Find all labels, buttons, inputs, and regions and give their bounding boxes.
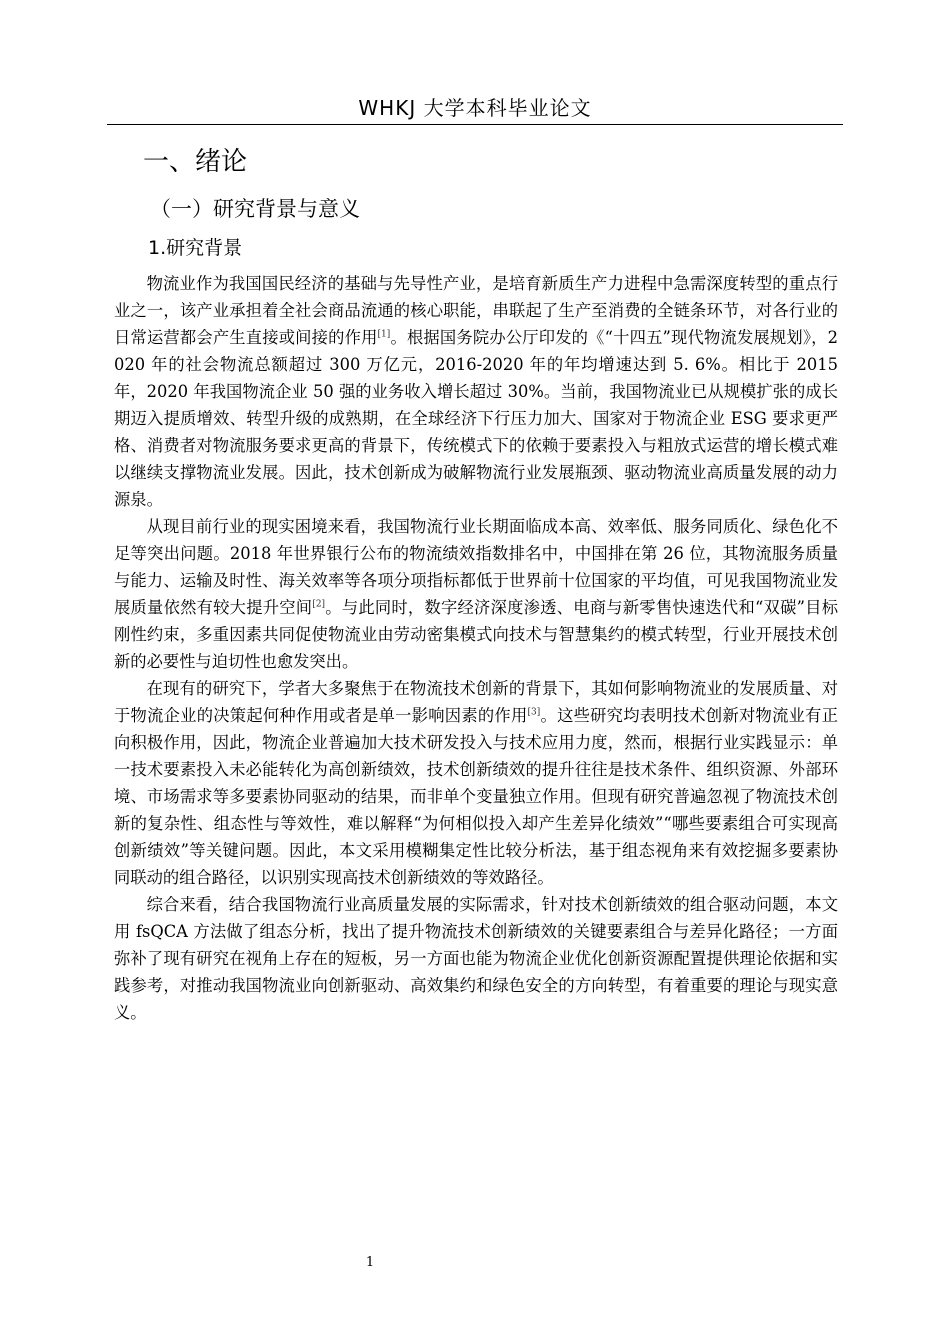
paragraph-3-text-b: 。这些研究均表明技术创新对物流业有正向积极作用，因此，物流企业普遍加大技术研发投入与技术应用力度，然而，根据行业实践显示：单一技术要素投入未必能转化为高创新绩效，技术创新绩效的提升往往是技术条件、组织资源、外部环境、市场需求等多要素协同驱动的结果，而非单个变量独立作用。但现有研究普遍忽视了物流技术创新的复杂性、组态性与等效性，难以解释“为何相似投入却产生差异化绩效”“哪些要素组合可实现高创新绩效”等关键问题。因此，本文采用模糊集定性比较分析法，基于组态视角来有效挖掘多要素协同联动的组合路径，以识别实现高技术创新绩效的等效路径。 (114, 706, 838, 887)
paragraph-2 (114, 513, 838, 675)
chapter-heading: 一、绪论 (143, 147, 248, 177)
subsection-heading: 1.研究背景 (148, 237, 243, 259)
page-number: 1 (365, 1255, 375, 1270)
paragraph-3 (114, 675, 838, 891)
paragraph-1 (114, 270, 838, 513)
paragraph-4 (114, 891, 838, 1026)
page-header-title: WHKJ 大学本科毕业论文 (358, 96, 592, 120)
header-divider (107, 124, 843, 125)
citation-1: [1] (377, 329, 391, 340)
paragraph-1-text-b: 。根据国务院办公厅印发的《“十四五”现代物流发展规划》，2020 年的社会物流总额超过 300 万亿元，2016-2020 年的年均增速达到 5. 6%。相比于 2015 年，2020 年我国物流企业 50 强的业务收入增长超过 30%。当前，我国物流业已从规模扩张的成长期迈入提质增效、转型升级的成熟期，在全球经济下行压力加大、国家对于物流企业 ESG 要求更严格、消费者对物流服务要求更高的背景下，传统模式下的依赖于要素投入与粗放式运营的增长模式难以继续支撑物流业发展。因此，技术创新成为破解物流行业发展瓶颈、驱动物流业高质量发展的动力源泉。 (114, 328, 838, 509)
paragraph-1-text-a: 物流业作为我国国民经济的基础与先导性产业，是培育新质生产力进程中急需深度转型的重点行业之一，该产业承担着全社会商品流通的核心职能，串联起了生产至消费的全链条环节，对各行业的日常运营都会产生直接或间接的作用 (114, 274, 838, 347)
citation-3: [3] (527, 707, 541, 718)
section-heading: （一）研究背景与意义 (150, 197, 360, 221)
citation-2: [2] (312, 599, 326, 610)
body-text (114, 270, 838, 1026)
paragraph-4-text: 综合来看，结合我国物流行业高质量发展的实际需求，针对技术创新绩效的组合驱动问题，本文用 fsQCA 方法做了组态分析，找出了提升物流技术创新绩效的关键要素组合与差异化路径；一方面弥补了现有研究在视角上存在的短板，另一方面也能为物流企业优化创新资源配置提供理论依据和实践参考，对推动我国物流业向创新驱动、高效集约和绿色安全的方向转型，有着重要的理论与现实意义。 (114, 895, 838, 1022)
paragraph-2-text-b: 。与此同时，数字经济深度渗透、电商与新零售快速迭代和“双碳”目标刚性约束，多重因素共同促使物流业由劳动密集模式向技术与智慧集约的模式转型，行业开展技术创新的必要性与迫切性也愈发突出。 (114, 598, 838, 671)
paragraph-2-text-a: 从现目前行业的现实困境来看，我国物流行业长期面临成本高、效率低、服务同质化、绿色化不足等突出问题。2018 年世界银行公布的物流绩效指数排名中，中国排在第 26 位，其物流服务质量与能力、运输及时性、海关效率等各项分项指标都低于世界前十位国家的平均值，可见我国物流业发展质量依然有较大提升空间 (114, 517, 838, 617)
paragraph-3-text-a: 在现有的研究下，学者大多聚焦于在物流技术创新的背景下，其如何影响物流业的发展质量、对于物流企业的决策起何种作用或者是单一影响因素的作用 (114, 679, 838, 725)
